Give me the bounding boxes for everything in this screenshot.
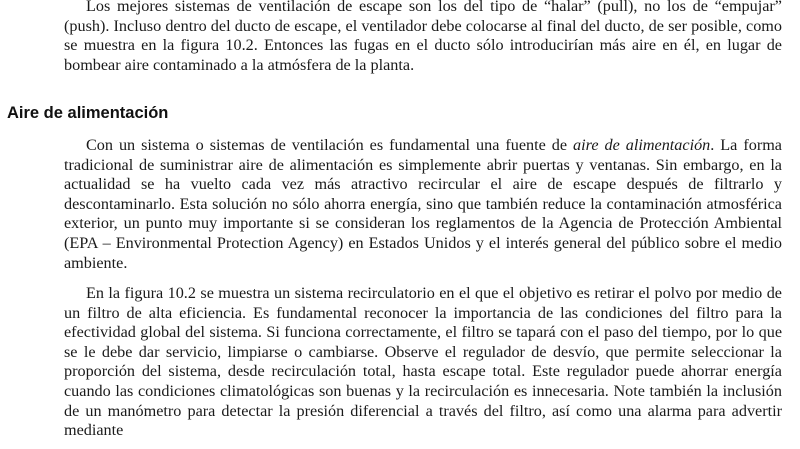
section-heading: Aire de alimentación — [7, 104, 169, 122]
paragraph-emphasis: aire de alimentación — [573, 136, 711, 154]
paragraph-text-before: Con un sistema o sistemas de ventilación es fundamental una fuente de — [86, 136, 574, 154]
paragraph-text: En la figura 10.2 se muestra un sistema recirculatorio en el que el objetivo es retirar el polvo por medio de un filtro de alta eficiencia. Es fundamental reconocer la importancia de las condiciones del filtro para la efectividad global del sistema. Si funciona correctamente, el filtro se tapará con el paso del tiempo, por lo que se le debe dar servicio, limpiarse o cambiarse. Observe el regulador de desvío, que permite seleccionar la proporción del sistema, desde recirculación total, hasta escape total. Este regulador puede ahorrar energía cuando las condiciones climatológicas son buenas y la recirculación es innecesaria. Note también la inclusión de un manómetro para detectar la presión diferencial a través del filtro, así como una alarma para advertir mediante — [64, 284, 782, 440]
paragraph-text-after: . La forma tradicional de suministrar aire de alimentación es simplemente abrir puertas y ventanas. Sin embargo, en la actualidad se ha vuelto cada vez más atractivo recircular el aire de escape después de filtrarlo y descontaminarlo. Esta solución no sólo ahorra energía, sino que también reduce la contaminación atmosférica exterior, un punto muy importante si se consideran los reglamentos de la Agencia de Protección Ambiental (EPA – Environmental Protection Agency) en Estados Unidos y el interés general del público sobre el medio ambiente. — [64, 136, 782, 272]
paragraph-supply-air — [64, 136, 782, 273]
paragraph-exhaust-systems — [64, 0, 782, 75]
paragraph-text: Los mejores sistemas de ventilación de escape son los del tipo de “halar” (pull), no los de “empujar” (push). Incluso dentro del ducto de escape, el ventilador debe colocarse al final del ducto, de ser posible, como se muestra en la figura 10.2. Entonces las fugas en el ducto sólo introducirían más aire en él, en lugar de bombear aire contaminado a la atmósfera de la planta. — [64, 0, 782, 74]
paragraph-recirculation — [64, 284, 782, 441]
